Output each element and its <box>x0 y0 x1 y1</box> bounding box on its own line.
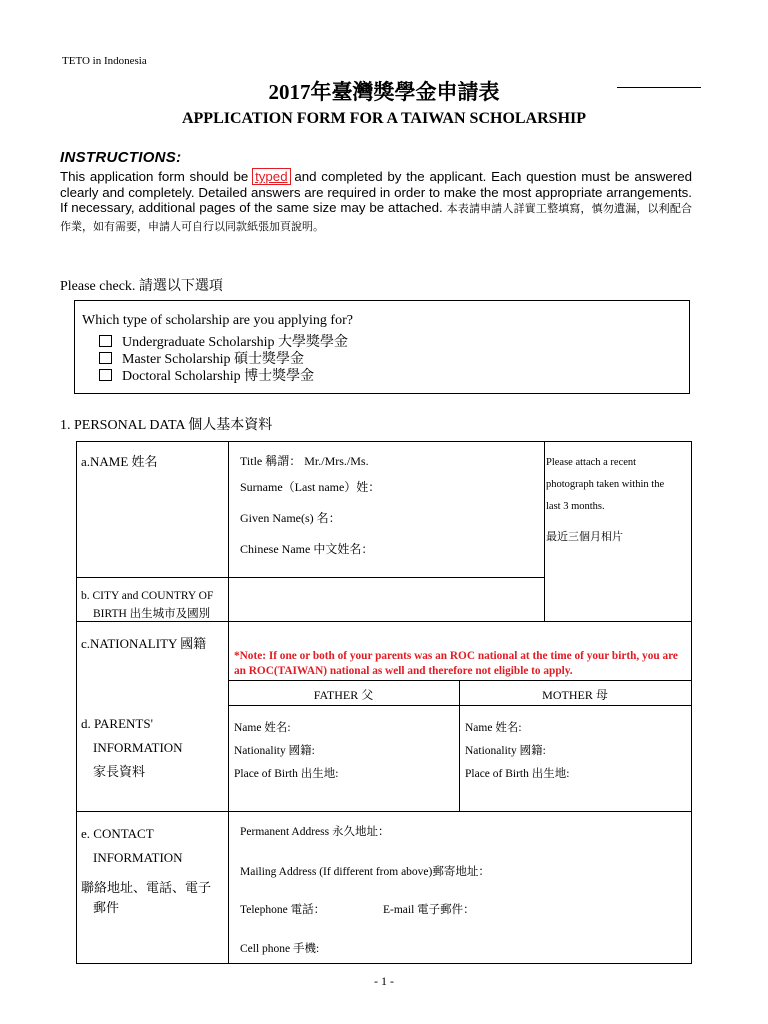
photo-box[interactable] <box>546 452 687 548</box>
option-label: Doctoral Scholarship 博士獎學金 <box>122 369 315 384</box>
header-rule <box>617 87 701 88</box>
parents-prefix: d. <box>81 716 91 731</box>
instructions-text <box>60 169 692 235</box>
photo-note-line-3: last 3 months. <box>546 501 605 512</box>
checkbox-undergraduate[interactable] <box>99 335 112 347</box>
table-border-right <box>691 441 692 964</box>
table-border-bottom <box>76 963 692 964</box>
page-title-chinese: 2017年臺灣獎學金申請表 <box>268 80 500 104</box>
given-name-field[interactable]: Given Name(s) 名： <box>240 511 341 525</box>
option-label: Master Scholarship 碩士獎學金 <box>122 352 304 367</box>
instructions-text-after: and completed by the applicant. Each question must be answered clearly and completely. Detailed answers are required in order to make the most appropriate arrangements. If necessary, additional pages of the same size may be attached. <box>60 169 692 216</box>
photo-col-divider <box>544 441 545 621</box>
father-name-field[interactable]: Name 姓名: <box>234 722 291 734</box>
please-check-label: Please check. 請選以下選項 <box>60 279 223 294</box>
table-border-top <box>76 441 692 442</box>
title-field[interactable]: Title 稱謂： Mr./Mrs./Ms. <box>240 454 369 468</box>
row-divider-parent-headers <box>228 705 692 706</box>
contact-label-2: INFORMATION <box>93 850 183 865</box>
name-label-text: NAME 姓名 <box>90 454 158 469</box>
city-label-text: CITY and COUNTRY OF <box>92 590 214 602</box>
mother-nationality-field[interactable]: Nationality 國籍: <box>465 745 546 757</box>
mother-birthplace-field[interactable]: Place of Birth 出生地: <box>465 768 570 780</box>
surname-field[interactable]: Surname（Last name）姓： <box>240 480 381 494</box>
photo-note-line-2: photograph taken within the <box>546 479 665 490</box>
mother-header: MOTHER 母 <box>542 688 608 702</box>
option-label: Undergraduate Scholarship 大學獎學金 <box>122 335 349 350</box>
mailing-address-field[interactable]: Mailing Address (If different from above)郵寄地址： <box>240 866 490 878</box>
photo-note-line-1 <box>546 452 687 474</box>
row-divider-birth <box>76 621 692 622</box>
name-label <box>81 451 158 470</box>
mother-info[interactable] <box>465 717 569 786</box>
father-nationality-field[interactable]: Nationality 國籍: <box>234 745 315 757</box>
city-label-text-2: BIRTH 出生城市及國別 <box>93 608 211 620</box>
nationality-label <box>81 633 206 652</box>
parents-label-3: 家長資料 <box>93 764 146 779</box>
typed-highlight: typed <box>255 169 288 184</box>
table-border-left <box>76 441 77 964</box>
contact-label-4: 郵件 <box>93 900 120 915</box>
header-organization: TETO in Indonesia <box>62 55 147 67</box>
scholarship-question: Which type of scholarship are you applying for? <box>82 313 353 328</box>
parents-label-1: PARENTS' <box>94 716 153 731</box>
contact-label <box>81 822 211 920</box>
parents-label <box>81 712 183 784</box>
contact-label-1: CONTACT <box>93 826 154 841</box>
photo-note-text-1: Please attach a recent <box>546 457 637 468</box>
father-info[interactable] <box>234 717 338 786</box>
city-country-input[interactable] <box>230 579 542 619</box>
father-birthplace-field[interactable]: Place of Birth 出生地: <box>234 768 339 780</box>
photo-note-chinese: 最近三個月相片 <box>546 531 623 543</box>
permanent-address-field[interactable]: Permanent Address 永久地址： <box>240 826 390 838</box>
parents-label-2: INFORMATION <box>93 740 183 755</box>
cell-phone-field[interactable]: Cell phone 手機: <box>240 943 320 955</box>
page-number: - 1 - <box>374 974 394 988</box>
chinese-name-field[interactable]: Chinese Name 中文姓名： <box>240 542 374 556</box>
name-label-prefix: a. <box>81 454 91 469</box>
nationality-note: *Note: If one or both of your parents was an ROC national at the time of your birth, you are an ROC(TAIWAN) national as well and therefore not eligible to apply. <box>234 650 678 677</box>
instructions-text-before: This application form should be <box>60 169 249 184</box>
row-divider-name <box>76 577 544 578</box>
instructions-text-chinese: 本表請申請人詳實工整填寫，慎勿遺漏，以利配合作業，如有需要，申請人可自行以同款紙張加頁說明。 <box>60 203 692 233</box>
nationality-prefix: c. <box>81 636 91 651</box>
page-title-english: APPLICATION FORM FOR A TAIWAN SCHOLARSHIP <box>181 110 587 127</box>
row-divider-note <box>228 680 692 681</box>
contact-label-3: 聯絡地址、電話、電子 <box>81 880 212 895</box>
father-header: FATHER 父 <box>313 688 374 702</box>
city-country-label <box>81 587 226 621</box>
telephone-field[interactable]: Telephone 電話： <box>240 904 326 916</box>
contact-prefix: e. <box>81 826 91 841</box>
city-prefix: b. <box>81 590 90 602</box>
row-divider-parents <box>76 811 692 812</box>
checkbox-doctoral[interactable] <box>99 369 112 381</box>
section-personal-data-title: 1. PERSONAL DATA 個人基本資料 <box>60 418 273 433</box>
scholarship-option-doctoral[interactable] <box>99 365 314 385</box>
nationality-label-text: NATIONALITY 國籍 <box>90 636 207 651</box>
mother-name-field[interactable]: Name 姓名: <box>465 722 522 734</box>
instructions-heading: INSTRUCTIONS: <box>60 149 182 166</box>
checkbox-master[interactable] <box>99 352 112 364</box>
email-field[interactable]: E-mail 電子郵件： <box>383 904 475 916</box>
